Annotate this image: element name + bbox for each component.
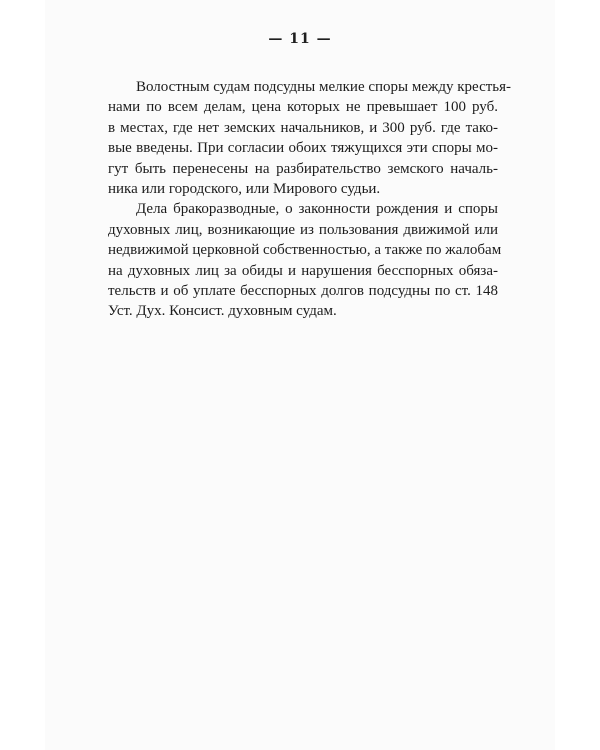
paragraph-1 <box>108 77 512 199</box>
body-text <box>108 77 512 322</box>
text-line: в местах, где нет земских начальников, и 300 руб. где тако- <box>108 119 498 136</box>
document-page <box>45 0 555 750</box>
paragraph-2 <box>108 199 502 321</box>
text-line: недвижимой церковной собственностью, а также по жалобам <box>108 242 502 259</box>
text-line: на духовных лиц за обиды и нарушения бесспорных обяза- <box>108 262 498 279</box>
text-line: Волостным судам подсудны мелкие споры между крестья- <box>136 79 512 95</box>
text-line: Дела бракоразводные, о законности рождения и споры <box>136 201 498 218</box>
text-line: вые введены. При согласии обоих тяжущихся эти споры мо- <box>108 140 498 157</box>
text-line: тельств и об уплате бесспорных долгов подсудны по ст. 148 <box>108 283 498 300</box>
text-line: Уст. Дух. Консист. духовным судам. <box>108 303 337 320</box>
text-line: ника или городского, или Мирового судьи. <box>108 181 381 198</box>
page-number: — 11 — <box>268 31 332 47</box>
text-line: гут быть перенесены на разбирательство земского началь- <box>108 160 498 177</box>
text-line: нами по всем делам, цена которых не превышает 100 руб. <box>108 99 498 116</box>
text-line: духовных лиц, возникающие из пользования движимой или <box>108 221 498 238</box>
